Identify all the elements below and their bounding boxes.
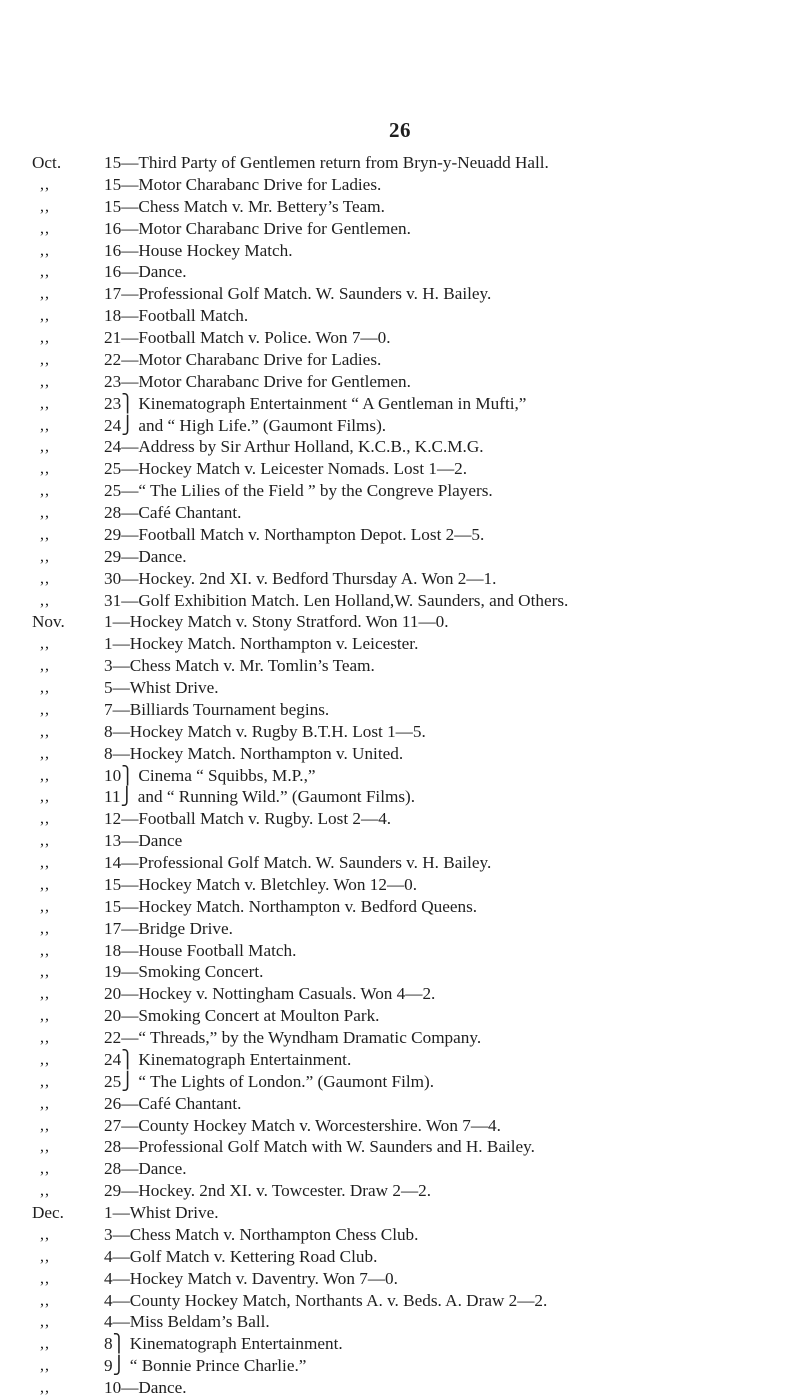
list-item <box>0 152 800 174</box>
ditto-mark: ,, <box>40 744 50 762</box>
list-item <box>0 721 800 743</box>
list-item <box>0 1355 800 1377</box>
ditto-mark: ,, <box>40 1379 50 1396</box>
list-item <box>0 502 800 524</box>
list-item <box>0 1093 800 1115</box>
event-list <box>0 152 800 1399</box>
list-item <box>0 830 800 852</box>
list-item <box>0 808 800 830</box>
event-text: 11⎭ and “ Running Wild.” (Gaumont Films). <box>104 787 416 807</box>
ditto-mark: ,, <box>40 854 50 871</box>
ditto-mark: ,, <box>40 307 50 325</box>
event-text: 14—Professional Golf Match. W. Saunders v. H. Bailey. <box>104 853 492 872</box>
ditto-mark: ,, <box>40 1050 50 1068</box>
event-text: 25—“ The Lilies of the Field ” by the Congreve Players. <box>104 481 493 501</box>
ditto-mark: ,, <box>40 241 50 259</box>
list-item <box>0 1158 800 1180</box>
list-item <box>0 458 800 480</box>
ditto-mark: ,, <box>40 1247 50 1265</box>
event-text: 24⎭ and “ High Life.” (Gaumont Films). <box>104 415 387 435</box>
list-item <box>0 896 800 918</box>
list-item <box>0 327 800 349</box>
ditto-mark: ,, <box>40 1029 50 1046</box>
list-item <box>0 436 800 458</box>
event-text: 1—Hockey Match v. Stony Stratford. Won 11—0. <box>104 612 449 632</box>
list-item <box>0 918 800 940</box>
ditto-mark: ,, <box>40 1072 50 1090</box>
event-text: 1—Hockey Match. Northampton v. Leicester. <box>104 634 419 654</box>
ditto-mark: ,, <box>40 875 50 893</box>
list-item <box>0 611 800 633</box>
ditto-mark: ,, <box>40 1182 50 1200</box>
ditto-mark: ,, <box>40 985 50 1003</box>
list-item <box>0 568 800 590</box>
ditto-mark: ,, <box>40 219 50 237</box>
list-item <box>0 524 800 546</box>
ditto-mark: ,, <box>40 1291 50 1309</box>
list-item <box>0 1180 800 1202</box>
ditto-mark: ,, <box>40 197 50 215</box>
ditto-mark: ,, <box>40 482 50 500</box>
ditto-mark: ,, <box>40 700 50 718</box>
list-item <box>0 371 800 393</box>
event-text: 12—Football Match v. Rugby. Lost 2—4. <box>104 809 392 829</box>
list-item <box>0 174 800 196</box>
event-text: 29—Hockey. 2nd XI. v. Towcester. Draw 2—2. <box>104 1181 432 1201</box>
ditto-mark: ,, <box>40 788 50 806</box>
event-text: 16—Dance. <box>104 262 187 282</box>
list-item <box>0 1136 800 1158</box>
list-item <box>0 349 800 371</box>
list-item <box>0 218 800 240</box>
event-text: 23—Motor Charabanc Drive for Gentlemen. <box>104 371 411 391</box>
month-label: Dec. <box>32 1203 64 1222</box>
ditto-mark: ,, <box>40 591 50 609</box>
ditto-mark: ,, <box>40 547 50 565</box>
ditto-mark: ,, <box>40 175 50 193</box>
month-label: Nov. <box>32 612 65 632</box>
list-item <box>0 1224 800 1246</box>
ditto-mark: ,, <box>40 1094 50 1112</box>
page-number: 26 <box>389 118 411 142</box>
list-item <box>0 415 800 437</box>
list-item <box>0 480 800 502</box>
event-text: 16—Motor Charabanc Drive for Gentlemen. <box>104 218 411 238</box>
ditto-mark: ,, <box>40 1007 50 1025</box>
event-text: 29—Dance. <box>104 546 187 566</box>
list-item <box>0 1071 800 1093</box>
ditto-mark: ,, <box>40 657 50 675</box>
list-item <box>0 196 800 218</box>
event-text: 28—Café Chantant. <box>104 503 242 522</box>
ditto-mark: ,, <box>40 329 50 346</box>
list-item <box>0 743 800 765</box>
event-text: 8—Hockey Match. Northampton v. United. <box>104 743 404 763</box>
event-text: 13—Dance <box>104 831 183 851</box>
month-label: Oct. <box>32 153 62 172</box>
list-item <box>0 546 800 568</box>
list-item <box>0 852 800 874</box>
list-item <box>0 1333 800 1355</box>
ditto-mark: ,, <box>40 372 50 390</box>
event-text: 5—Whist Drive. <box>104 678 219 697</box>
event-text: 25—Hockey Match v. Leicester Nomads. Lost 1—2. <box>104 459 468 479</box>
ditto-mark: ,, <box>40 1313 50 1331</box>
list-item <box>0 765 800 787</box>
event-text: 28—Professional Golf Match with W. Saunders and H. Bailey. <box>104 1137 535 1157</box>
event-text: 29—Football Match v. Northampton Depot. Lost 2—5. <box>104 524 485 544</box>
ditto-mark: ,, <box>40 941 50 959</box>
ditto-mark: ,, <box>40 416 50 434</box>
event-text: 15—Motor Charabanc Drive for Ladies. <box>104 174 382 194</box>
ditto-mark: ,, <box>40 1138 50 1156</box>
list-item <box>0 961 800 983</box>
event-text: 8—Hockey Match v. Rugby B.T.H. Lost 1—5. <box>104 721 426 741</box>
event-text: 15—Hockey Match. Northampton v. Bedford Queens. <box>104 896 478 916</box>
list-item <box>0 1246 800 1268</box>
event-text: 3—Chess Match v. Northampton Chess Club. <box>104 1224 419 1244</box>
ditto-mark: ,, <box>40 285 50 303</box>
event-text: 17—Bridge Drive. <box>104 918 233 938</box>
event-text: 22—Motor Charabanc Drive for Ladies. <box>104 349 382 369</box>
list-item <box>0 1311 800 1333</box>
event-text: 28—Dance. <box>104 1159 187 1179</box>
ditto-mark: ,, <box>40 1160 50 1178</box>
list-item <box>0 940 800 962</box>
ditto-mark: ,, <box>40 438 50 456</box>
ditto-mark: ,, <box>40 766 50 784</box>
list-item <box>0 786 800 808</box>
list-item <box>0 1027 800 1049</box>
ditto-mark: ,, <box>40 460 50 478</box>
event-text: 15—Third Party of Gentlemen return from Bryn-y-Neuadd Hall. <box>104 153 549 172</box>
list-item <box>0 633 800 655</box>
event-text: 23⎫ Kinematograph Entertainment “ A Gentleman in Mufti,” <box>104 393 527 413</box>
event-text: 16—House Hockey Match. <box>104 240 293 260</box>
list-item <box>0 1202 800 1224</box>
list-item <box>0 1290 800 1312</box>
list-item <box>0 677 800 699</box>
list-item <box>0 1268 800 1290</box>
event-text: 10⎫ Cinema “ Squibbs, M.P.,” <box>104 765 316 785</box>
event-text: 15—Hockey Match v. Bletchley. Won 12—0. <box>104 874 418 894</box>
ditto-mark: ,, <box>40 679 50 696</box>
event-text: 7—Billiards Tournament begins. <box>104 699 330 719</box>
ditto-mark: ,, <box>40 525 50 543</box>
event-text: 15—Chess Match v. Mr. Bettery’s Team. <box>104 196 385 216</box>
ditto-mark: ,, <box>40 635 50 653</box>
list-item <box>0 874 800 896</box>
event-text: 31—Golf Exhibition Match. Len Holland,W. Saunders, and Others. <box>104 590 569 610</box>
list-item <box>0 283 800 305</box>
list-item <box>0 1049 800 1071</box>
event-text: 20—Smoking Concert at Moulton Park. <box>104 1006 380 1026</box>
event-text: 3—Chess Match v. Mr. Tomlin’s Team. <box>104 656 375 676</box>
ditto-mark: ,, <box>40 1357 50 1375</box>
ditto-mark: ,, <box>40 1335 50 1353</box>
ditto-mark: ,, <box>40 569 50 587</box>
ditto-mark: ,, <box>40 350 50 368</box>
event-text: 22—“ Threads,” by the Wyndham Dramatic Company. <box>104 1028 482 1047</box>
ditto-mark: ,, <box>40 1269 50 1287</box>
list-item <box>0 305 800 327</box>
list-item <box>0 240 800 262</box>
event-text: 19—Smoking Concert. <box>104 962 264 982</box>
list-item <box>0 1115 800 1137</box>
event-text: 26—Café Chantant. <box>104 1093 242 1113</box>
event-text: 4—Hockey Match v. Daventry. Won 7—0. <box>104 1268 398 1288</box>
ditto-mark: ,, <box>40 394 50 412</box>
ditto-mark: ,, <box>40 263 50 281</box>
event-text: 4—County Hockey Match, Northants A. v. Beds. A. Draw 2—2. <box>104 1290 548 1310</box>
event-text: 9⎭ “ Bonnie Prince Charlie.” <box>104 1356 307 1376</box>
event-text: 21—Football Match v. Police. Won 7—0. <box>104 328 391 347</box>
ditto-mark: ,, <box>40 832 50 850</box>
event-text: 1—Whist Drive. <box>104 1203 219 1222</box>
list-item <box>0 1005 800 1027</box>
event-text: 4—Miss Beldam’s Ball. <box>104 1312 270 1332</box>
event-text: 18—Football Match. <box>104 306 249 326</box>
ditto-mark: ,, <box>40 919 50 937</box>
list-item <box>0 393 800 415</box>
list-item <box>0 261 800 283</box>
event-text: 4—Golf Match v. Kettering Road Club. <box>104 1246 378 1266</box>
event-text: 17—Professional Golf Match. W. Saunders v. H. Bailey. <box>104 284 492 304</box>
event-text: 8⎫ Kinematograph Entertainment. <box>104 1334 343 1354</box>
event-text: 10—Dance. <box>104 1378 187 1397</box>
event-text: 27—County Hockey Match v. Worcestershire. Won 7—4. <box>104 1115 501 1135</box>
ditto-mark: ,, <box>40 1225 50 1243</box>
event-text: 18—House Football Match. <box>104 940 297 960</box>
ditto-mark: ,, <box>40 504 50 521</box>
ditto-mark: ,, <box>40 810 50 828</box>
list-item <box>0 983 800 1005</box>
ditto-mark: ,, <box>40 722 50 740</box>
event-text: 24—Address by Sir Arthur Holland, K.C.B., K.C.M.G. <box>104 437 484 457</box>
event-text: 30—Hockey. 2nd XI. v. Bedford Thursday A. Won 2—1. <box>104 568 497 588</box>
ditto-mark: ,, <box>40 1116 50 1134</box>
event-text: 20—Hockey v. Nottingham Casuals. Won 4—2. <box>104 984 436 1004</box>
list-item <box>0 590 800 612</box>
list-item <box>0 1377 800 1399</box>
list-item <box>0 699 800 721</box>
event-text: 25⎭ “ The Lights of London.” (Gaumont Film). <box>104 1071 435 1091</box>
event-text: 24⎫ Kinematograph Entertainment. <box>104 1049 352 1069</box>
ditto-mark: ,, <box>40 897 50 915</box>
list-item <box>0 655 800 677</box>
ditto-mark: ,, <box>40 963 50 981</box>
